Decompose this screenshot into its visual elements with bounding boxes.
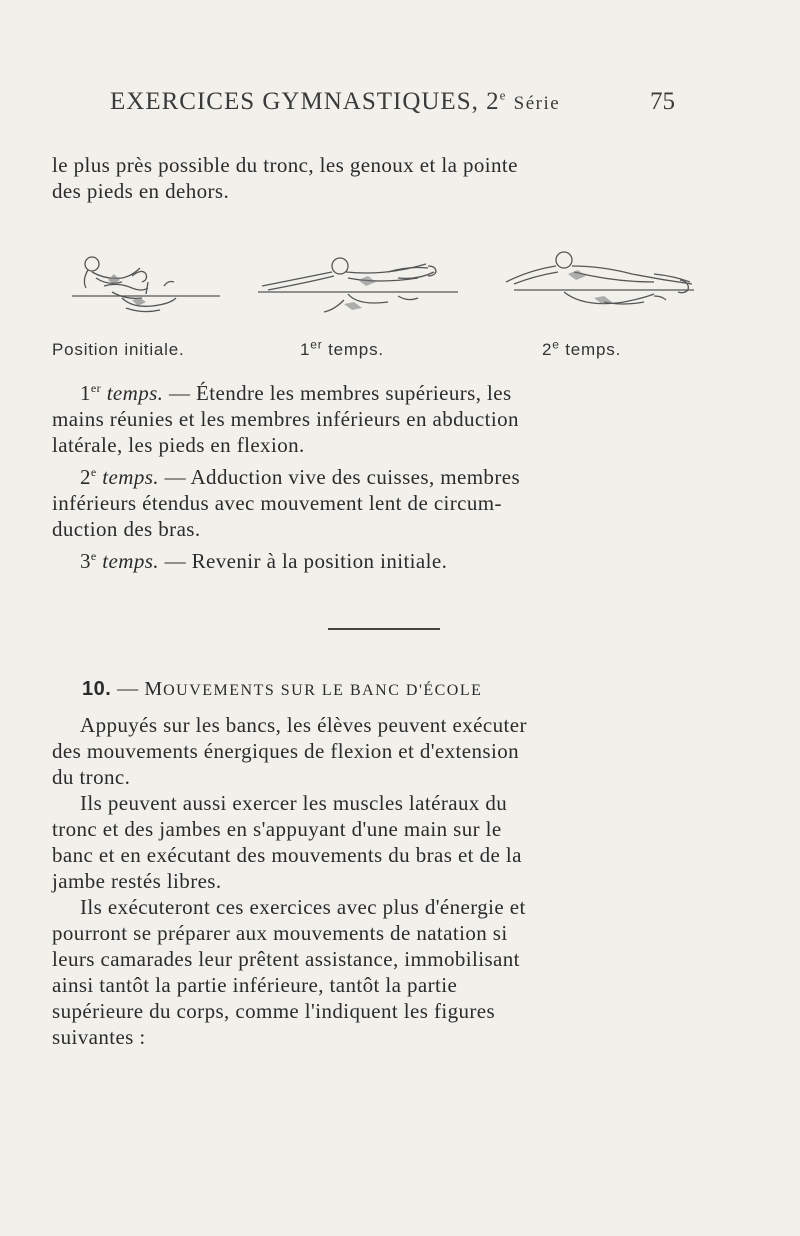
step-2-line-2: inférieurs étendus avec mouvement lent de circum- <box>52 491 502 515</box>
step-1-line-2: mains réunies et les membres inférieurs en abduction <box>52 407 519 431</box>
steps-block <box>52 380 712 574</box>
header-title: EXERCICES GYMNASTIQUES, 2e Série <box>110 87 561 115</box>
figure-row <box>52 226 712 376</box>
intro-paragraph: le plus près possible du tronc, les genoux et la pointe des pieds en dehors. <box>52 153 518 203</box>
swimmer-on-bench-second-step-icon <box>484 226 712 334</box>
figure-caption-initial: Position initiale. <box>52 340 185 359</box>
step-1-line-3: latérale, les pieds en flexion. <box>52 433 305 457</box>
figure-second-step <box>484 226 712 339</box>
step-2-line-3: duction des bras. <box>52 517 201 541</box>
step-3-line-1: 3e temps. — Revenir à la position initiale. <box>80 549 448 573</box>
step-1-line-1: 1er temps. — Étendre les membres supérieurs, les <box>80 381 512 405</box>
section-divider <box>328 628 440 630</box>
body-paragraphs <box>52 712 712 1050</box>
figure-caption-first-step: 1er temps. <box>300 337 384 359</box>
paragraph-1: Appuyés sur les bancs, les élèves peuvent exécuter des mouvements énergiques de flexion et d'extension du tronc. <box>52 713 527 789</box>
figure-initial-position <box>52 226 232 339</box>
section-heading: 10. — MOUVEMENTS SUR LE BANC D'ÉCOLE <box>82 676 483 700</box>
paragraph-3: Ils exécuteront ces exercices avec plus d'énergie et pourront se préparer aux mouvements de natation si leurs camarades leur prêtent assistance, immobilisant ainsi tantôt la partie inférieure, tantôt la partie supérieure du corps, comme l'indiquent les figures suivantes : <box>52 895 526 1049</box>
header-series: Série <box>513 93 561 114</box>
page-number: 75 <box>650 88 675 115</box>
figure-caption-second-step: 2e temps. <box>542 337 622 359</box>
swimmer-on-bench-first-step-icon <box>248 226 468 334</box>
swimmer-on-bench-initial-icon <box>52 226 232 334</box>
paragraph-2: Ils peuvent aussi exercer les muscles latéraux du tronc et des jambes en s'appuyant d'une main sur le banc et en exécutant des mouvements du bras et de la jambe restés libres. <box>52 791 522 893</box>
running-header <box>0 88 800 118</box>
figure-first-step <box>248 226 468 339</box>
step-2-line-1: 2e temps. — Adduction vive des cuisses, membres <box>80 465 521 489</box>
